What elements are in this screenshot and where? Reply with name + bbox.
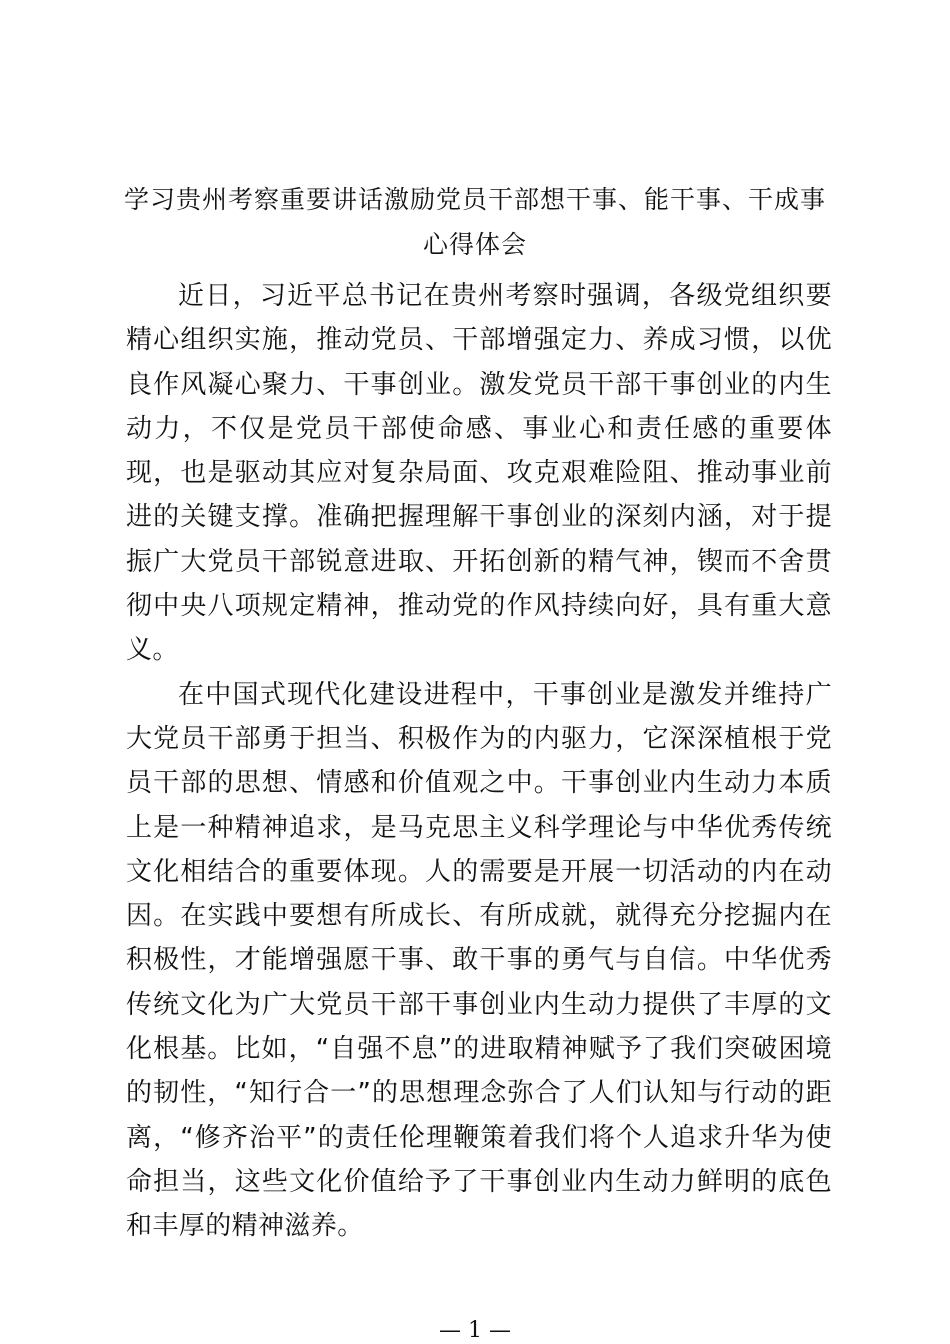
document-body bbox=[126, 274, 832, 1249]
paragraph: 在中国式现代化建设进程中，干事创业是激发并维持广大党员干部勇于担当、积极作为的内驱力，它深深植根于党员干部的思想、情感和价值观之中。干事创业内生动力本质上是一种精神追求，是马克思主义科学理论与中华优秀传统文化相结合的重要体现。人的需要是开展一切活动的内在动因。在实践中要想有所成长、有所成就，就得充分挖掘内在积极性，才能增强愿干事、敢干事的勇气与自信。中华优秀传统文化为广大党员干部干事创业内生动力提供了丰厚的文化根基。比如，“自强不息”的进取精神赋予了我们突破困境的韧性，“知行合一”的思想理念弥合了人们认知与行动的距离，“修齐治平”的责任伦理鞭策着我们将个人追求升华为使命担当，这些文化价值给予了干事创业内生动力鲜明的底色和丰厚的精神滋养。 bbox=[126, 679, 832, 1242]
paragraph: 近日，习近平总书记在贵州考察时强调，各级党组织要精心组织实施，推动党员、干部增强定力、养成习惯，以优良作风凝心聚力、干事创业。激发党员干部干事创业的内生动力，不仅是党员干部使命感、事业心和责任感的重要体现，也是驱动其应对复杂局面、攻克艰难险阻、推动事业前进的关键支撑。准确把握理解干事创业的深刻内涵，对于提振广大党员干部锐意进取、开拓创新的精气神，锲而不舍贯彻中央八项规定精神，推动党的作风持续向好，具有重大意义。 bbox=[126, 281, 832, 666]
document-title: 学习贵州考察重要讲话激励党员干部想干事、能干事、干成事 bbox=[123, 185, 826, 214]
page-number: — 1 — bbox=[439, 1318, 511, 1343]
document-subtitle: 心得体会 bbox=[422, 230, 527, 259]
